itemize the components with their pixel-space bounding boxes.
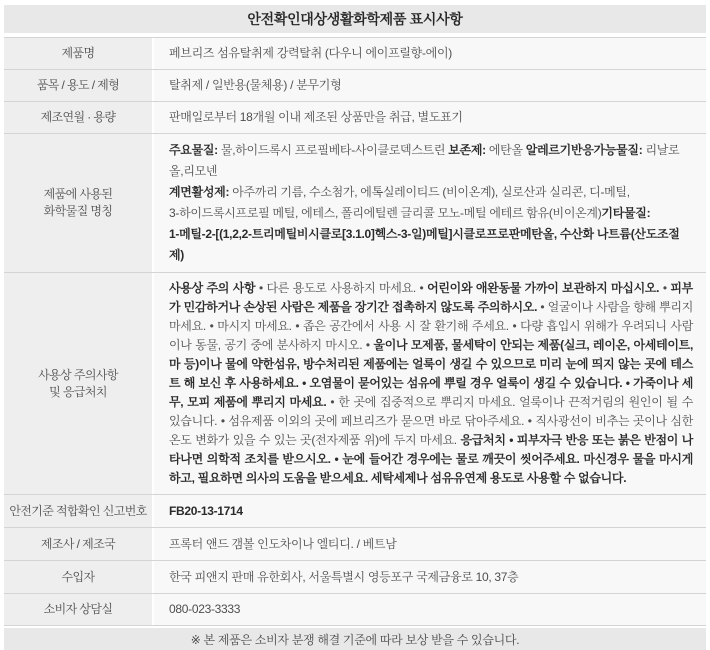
row-value-line: [169, 568, 693, 587]
row-label: [4, 495, 154, 527]
row-label: [4, 102, 154, 133]
footer-note: ※ 본 제품은 소비자 분쟁 해결 기준에 따라 보상 받을 수 있습니다.: [4, 628, 706, 650]
row-value-line: [169, 44, 693, 63]
table-row-category: [4, 69, 706, 101]
row-label-line: 소비자 상담실: [43, 602, 113, 616]
label-table: [4, 37, 706, 626]
row-value-line: [169, 279, 693, 488]
row-value-line: [169, 76, 693, 95]
row-label: [4, 134, 154, 272]
text-segment: 어린이와 애완동물 가까이 보관하지 마십시오.: [427, 281, 660, 295]
text-segment: 아주까리 기름, 수소첨가, 에톡실레이티드 (비이온계), 실로산과 실리콘, 디-메틸,: [229, 185, 630, 199]
row-label-line: 안전기준 적합확인 신고번호: [9, 503, 147, 518]
row-label: [4, 594, 154, 625]
page-title: 안전확인대상생활화학제품 표시사항: [4, 5, 706, 33]
row-label-line: 및 응급처치: [49, 384, 107, 399]
text-segment: 080-023-3333: [169, 602, 241, 616]
row-value: [154, 528, 706, 560]
row-value: [154, 70, 706, 101]
row-value: [154, 561, 706, 593]
row-label-line: 제품명: [61, 46, 95, 60]
row-value: [154, 594, 706, 625]
row-label: [4, 273, 154, 494]
table-row-product-name: [4, 37, 706, 69]
text-segment: 울이나 모제품, 물세탁이 안되는 제품(실크, 레이온, 아세테이트, 마 등)이나 물에 약한섬유, 방수처리된 제품에는 얼룩이 생길 수 있으므로 미리 눈에 띄지 않는 곳에 테스트 해 보신 후 사용하세요. • 오염물이 묻어있는 섬유에 뿌릴 경우 얼룩이 생길 수 있습니다. • 가죽이나 세무, 모피 제품에 뿌리지 마세요.: [169, 338, 694, 409]
table-row-chemicals: [4, 133, 706, 272]
row-value-line: [169, 600, 693, 619]
text-segment: 에탄올: [485, 143, 526, 157]
row-value-line: [169, 108, 693, 127]
row-label: [4, 561, 154, 593]
row-label-line: 제조사 / 제조국: [40, 536, 116, 551]
row-label-line: 사용상 주의사항: [38, 367, 118, 382]
row-value: [154, 38, 706, 69]
text-segment: • 다른 용도로 사용하지 마세요. •: [255, 281, 428, 295]
row-label-line: 제조연월 · 용량: [40, 110, 116, 124]
row-value-line: [169, 502, 693, 521]
text-segment: 주요물질:: [169, 143, 218, 157]
text-segment: 알레르기반응가능물질:: [525, 143, 643, 157]
text-segment: 페브리즈 섬유탈취제 강력탈취 (다우니 에이프릴향-에이): [169, 46, 452, 60]
table-row-consumer-center: [4, 593, 706, 625]
table-row-manufacturer: [4, 527, 706, 560]
row-value-line: [169, 224, 693, 266]
table-row-report-no: [4, 494, 706, 527]
row-label: [4, 70, 154, 101]
text-segment: 피부가 민감하거나 손상된 사람은 제품을 장기간 접촉하지 않도록 주의하시오.: [169, 281, 693, 314]
text-segment: 한국 피앤지 판매 유한회사, 서울특별시 영등포구 국제금융로 10, 37층: [169, 569, 519, 584]
text-segment: 물,하이드록시 프로필베타-사이클로덱스트린: [217, 143, 449, 157]
text-segment: 탈취제 / 일반용(물체용) / 분무기형: [169, 78, 342, 92]
table-row-importer: [4, 560, 706, 593]
row-value: [154, 134, 706, 272]
row-value-line: [169, 203, 693, 224]
text-segment: 리날로올,리모넨: [169, 143, 680, 178]
row-value: [154, 495, 706, 527]
table-row-precautions: [4, 272, 706, 494]
text-segment: 기타물질:: [601, 206, 651, 220]
text-segment: 1-메틸-2-[(1,2,2-트리메틸비시클로[3.1.0]헥스-3-일)메틸]시클로프로판메탄올, 수산화 나트륨(산도조절제): [169, 227, 680, 262]
text-segment: 프록터 앤드 갬볼 인도차이나 엘티디. / 베트남: [169, 536, 397, 551]
text-segment: FB20-13-1714: [169, 503, 243, 518]
row-label-line: 화학물질 명칭: [43, 204, 113, 218]
row-value: [154, 102, 706, 133]
row-label: [4, 38, 154, 69]
row-label: [4, 528, 154, 560]
row-label-line: 수입자: [61, 569, 95, 584]
text-segment: 사용상 주의 사항: [169, 281, 256, 295]
text-segment: 판매일로부터 18개월 이내 제조된 상품만을 취급, 별도표기: [169, 110, 463, 124]
text-segment: 3-하이드록시프로필 메틸, 에테스, 폴리에틸렌 글리콜 모노-메틸 에테르 함유(비이온계): [169, 206, 602, 220]
row-value-line: [169, 140, 693, 182]
text-segment: 계면활성제:: [169, 185, 230, 199]
text-segment: • 한 곳에 집중적으로 뿌리지 마세요. 얼룩이나 끈적거림의 원인이 될 수 있습니다. • 섬유제품 이외의 곳에 페브리즈가 묻으면 바로 닦아주세요. • 직사광선이 비추는 곳이나 심한 온도 변화가 있을 수 있는 곳(전자제품 위)에 두지 마세요.: [169, 395, 693, 447]
row-value-line: [169, 182, 693, 203]
row-value-line: [169, 535, 693, 554]
text-segment: •: [659, 281, 671, 295]
table-row-mfg-date: [4, 101, 706, 133]
row-value: [154, 273, 706, 494]
row-label-line: 품목 / 용도 / 제형: [36, 78, 120, 92]
text-segment: 보존제:: [448, 143, 486, 157]
text-segment: 응급처치 • 피부자극 반응 또는 붉은 반점이 나타나면 의학적 조치를 받으시오. • 눈에 들어간 경우에는 물로 깨끗이 씻어주세요. 마신경우 물을 마시게 하고, 필요하면 의사의 도움을 받으세요. 세탁세제나 섬유유연제 용도로 사용할 수 없습니다.: [169, 433, 693, 485]
text-segment: • 얼굴이나 사람을 향해 뿌리지 마세요. • 마시지 마세요. • 좁은 공간에서 사용 시 잘 환기해 주세요. • 다량 흡입시 위해가 우려되니 사람이나 동물, 공기 중에 분사하지 마시오. •: [169, 300, 694, 352]
row-label-line: 제품에 사용된: [43, 187, 113, 201]
